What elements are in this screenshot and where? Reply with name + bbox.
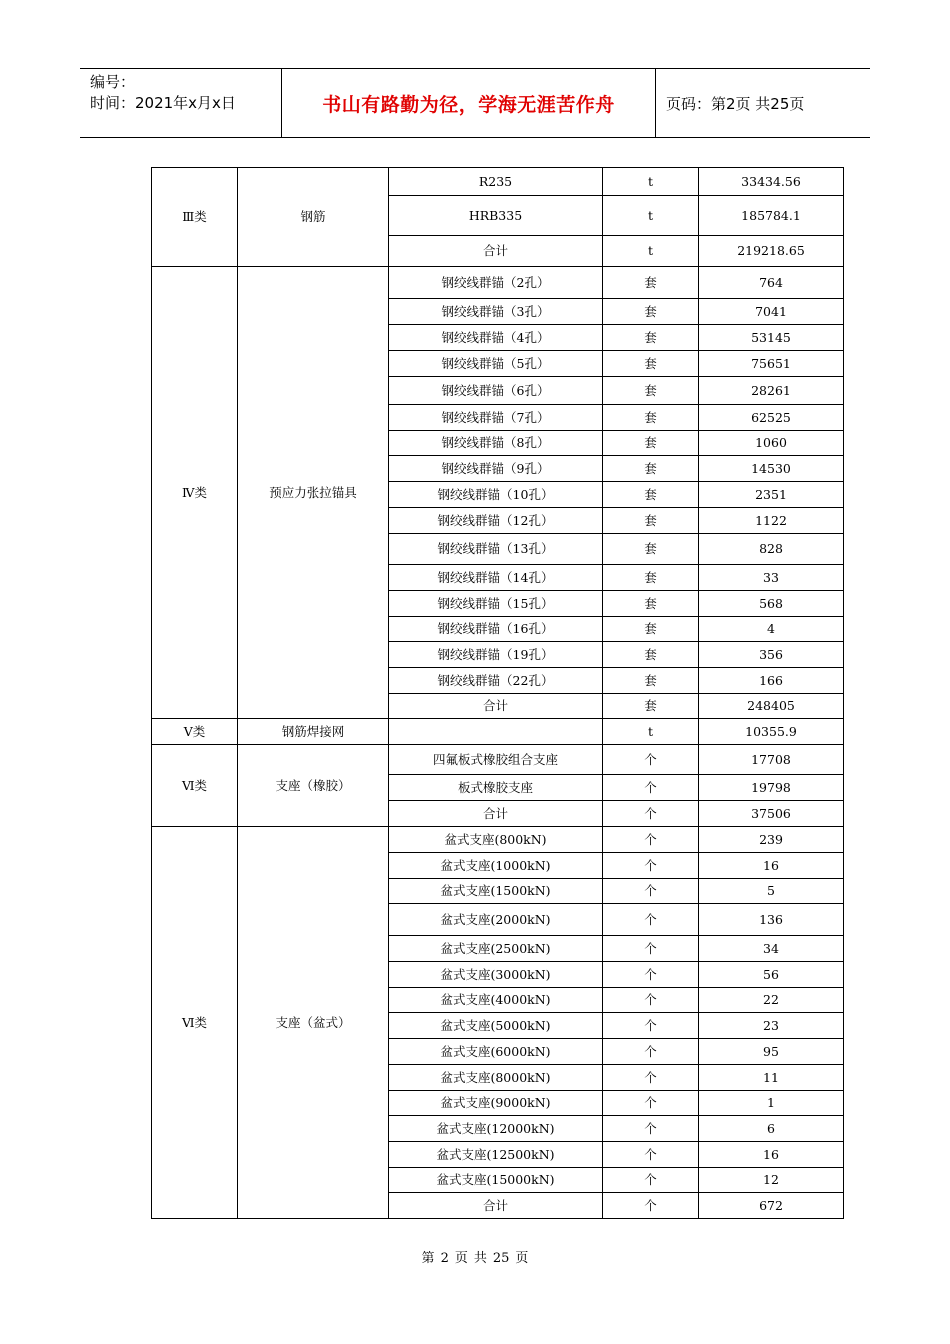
item-name-cell: 合计 [389, 236, 603, 267]
category-name-cell: 支座（橡胶） [238, 745, 389, 827]
unit-cell: 个 [603, 745, 699, 775]
unit-cell: 套 [603, 377, 699, 405]
unit-cell: 套 [603, 694, 699, 719]
quantity-cell: 14530 [699, 456, 844, 482]
item-name-cell: 盆式支座(2500kN) [389, 936, 603, 962]
table-row [152, 719, 844, 745]
quantity-cell: 2351 [699, 482, 844, 508]
quantity-cell: 239 [699, 827, 844, 853]
unit-cell: t [603, 719, 699, 745]
quantity-cell: 19798 [699, 775, 844, 801]
unit-cell: 套 [603, 642, 699, 668]
unit-cell: 套 [603, 325, 699, 351]
footer-text: 页 [515, 1251, 529, 1266]
item-name-cell: 盆式支座(12000kN) [389, 1116, 603, 1142]
unit-cell: 个 [603, 962, 699, 988]
unit-cell: 个 [603, 1142, 699, 1168]
item-name-cell: 钢绞线群锚（9孔） [389, 456, 603, 482]
unit-cell: 个 [603, 988, 699, 1013]
category-name-cell: 钢筋焊接网 [238, 719, 389, 745]
item-name-cell: 钢绞线群锚（22孔） [389, 668, 603, 694]
document-id-label: 编号： [90, 73, 136, 91]
unit-cell: 个 [603, 1065, 699, 1091]
item-name-cell: 板式橡胶支座 [389, 775, 603, 801]
footer-text: 页 [454, 1251, 468, 1266]
category-name-cell: 预应力张拉锚具 [238, 267, 389, 719]
unit-cell: 套 [603, 668, 699, 694]
unit-cell: 个 [603, 801, 699, 827]
quantity-cell: 7041 [699, 299, 844, 325]
quantity-cell: 672 [699, 1193, 844, 1219]
quantity-cell: 356 [699, 642, 844, 668]
unit-cell: t [603, 196, 699, 236]
header-divider [655, 69, 656, 137]
item-name-cell: 合计 [389, 694, 603, 719]
unit-cell: 套 [603, 482, 699, 508]
quantity-cell: 5 [699, 879, 844, 904]
category-class-cell: Ⅵ类 [152, 827, 238, 1219]
footer-total-pages: 25 [492, 1251, 510, 1266]
page-header [80, 68, 870, 138]
item-name-cell: 钢绞线群锚（15孔） [389, 591, 603, 617]
item-name-cell: 钢绞线群锚（8孔） [389, 431, 603, 456]
item-name-cell: 钢绞线群锚（13孔） [389, 534, 603, 565]
item-name-cell: 钢绞线群锚（3孔） [389, 299, 603, 325]
item-name-cell: 盆式支座(1500kN) [389, 879, 603, 904]
quantity-cell: 53145 [699, 325, 844, 351]
footer-text: 共 [473, 1251, 487, 1266]
unit-cell: 套 [603, 534, 699, 565]
item-name-cell: 盆式支座(6000kN) [389, 1039, 603, 1065]
footer-page-number: 2 [440, 1251, 449, 1266]
quantity-cell: 6 [699, 1116, 844, 1142]
quantity-cell: 185784.1 [699, 196, 844, 236]
item-name-cell: 钢绞线群锚（6孔） [389, 377, 603, 405]
unit-cell: 套 [603, 431, 699, 456]
unit-cell: 个 [603, 879, 699, 904]
item-name-cell: 盆式支座(5000kN) [389, 1013, 603, 1039]
item-name-cell: 钢绞线群锚（4孔） [389, 325, 603, 351]
quantity-cell: 33 [699, 565, 844, 591]
quantity-cell: 136 [699, 904, 844, 936]
item-name-cell: 钢绞线群锚（5孔） [389, 351, 603, 377]
unit-cell: 个 [603, 904, 699, 936]
materials-table [151, 167, 844, 1219]
item-name-cell: 钢绞线群锚（14孔） [389, 565, 603, 591]
item-name-cell: 钢绞线群锚（16孔） [389, 617, 603, 642]
quantity-cell: 12 [699, 1168, 844, 1193]
unit-cell: t [603, 168, 699, 196]
unit-cell: 套 [603, 565, 699, 591]
unit-cell: 个 [603, 1193, 699, 1219]
quantity-cell: 17708 [699, 745, 844, 775]
quantity-cell: 11 [699, 1065, 844, 1091]
quantity-cell: 23 [699, 1013, 844, 1039]
category-name-cell: 钢筋 [238, 168, 389, 267]
table-row [152, 267, 844, 299]
item-name-cell: HRB335 [389, 196, 603, 236]
unit-cell: 个 [603, 1013, 699, 1039]
category-class-cell: Ⅵ类 [152, 745, 238, 827]
unit-cell: t [603, 236, 699, 267]
table-row [152, 827, 844, 853]
quantity-cell: 22 [699, 988, 844, 1013]
quantity-cell: 166 [699, 668, 844, 694]
unit-cell: 套 [603, 591, 699, 617]
quantity-cell: 16 [699, 853, 844, 879]
item-name-cell: 盆式支座(8000kN) [389, 1065, 603, 1091]
quantity-cell: 75651 [699, 351, 844, 377]
header-meta [90, 72, 236, 114]
quantity-cell: 16 [699, 1142, 844, 1168]
quantity-cell: 28261 [699, 377, 844, 405]
unit-cell: 套 [603, 351, 699, 377]
unit-cell: 个 [603, 1039, 699, 1065]
document-time: 时间：2021年x月x日 [90, 94, 236, 112]
unit-cell: 套 [603, 508, 699, 534]
item-name-cell: 盆式支座(9000kN) [389, 1091, 603, 1116]
unit-cell: 套 [603, 617, 699, 642]
item-name-cell: 盆式支座(15000kN) [389, 1168, 603, 1193]
quantity-cell: 37506 [699, 801, 844, 827]
item-name-cell: 钢绞线群锚（12孔） [389, 508, 603, 534]
category-class-cell: Ⅲ类 [152, 168, 238, 267]
item-name-cell [389, 719, 603, 745]
unit-cell: 套 [603, 267, 699, 299]
item-name-cell: 钢绞线群锚（19孔） [389, 642, 603, 668]
quantity-cell: 1060 [699, 431, 844, 456]
table-row [152, 745, 844, 775]
quantity-cell: 568 [699, 591, 844, 617]
quantity-cell: 34 [699, 936, 844, 962]
item-name-cell: R235 [389, 168, 603, 196]
item-name-cell: 盆式支座(3000kN) [389, 962, 603, 988]
item-name-cell: 合计 [389, 1193, 603, 1219]
unit-cell: 个 [603, 1116, 699, 1142]
unit-cell: 个 [603, 936, 699, 962]
item-name-cell: 钢绞线群锚（2孔） [389, 267, 603, 299]
unit-cell: 套 [603, 299, 699, 325]
item-name-cell: 四氟板式橡胶组合支座 [389, 745, 603, 775]
unit-cell: 个 [603, 775, 699, 801]
item-name-cell: 合计 [389, 801, 603, 827]
quantity-cell: 95 [699, 1039, 844, 1065]
quantity-cell: 62525 [699, 405, 844, 431]
unit-cell: 个 [603, 827, 699, 853]
quantity-cell: 219218.65 [699, 236, 844, 267]
quantity-cell: 1 [699, 1091, 844, 1116]
quantity-cell: 1122 [699, 508, 844, 534]
unit-cell: 套 [603, 405, 699, 431]
page-footer [0, 1247, 950, 1266]
item-name-cell: 盆式支座(12500kN) [389, 1142, 603, 1168]
unit-cell: 个 [603, 853, 699, 879]
quantity-cell: 56 [699, 962, 844, 988]
header-motto: 书山有路勤为径，学海无涯苦作舟 [322, 93, 615, 116]
item-name-cell: 钢绞线群锚（10孔） [389, 482, 603, 508]
category-name-cell: 支座（盆式） [238, 827, 389, 1219]
quantity-cell: 248405 [699, 694, 844, 719]
item-name-cell: 盆式支座(800kN) [389, 827, 603, 853]
item-name-cell: 盆式支座(1000kN) [389, 853, 603, 879]
header-page-info: 页码：第2页 共25页 [666, 94, 805, 113]
materials-table-body [152, 168, 844, 1219]
table-row [152, 168, 844, 196]
item-name-cell: 钢绞线群锚（7孔） [389, 405, 603, 431]
item-name-cell: 盆式支座(2000kN) [389, 904, 603, 936]
quantity-cell: 828 [699, 534, 844, 565]
quantity-cell: 4 [699, 617, 844, 642]
quantity-cell: 764 [699, 267, 844, 299]
unit-cell: 个 [603, 1168, 699, 1193]
category-class-cell: Ⅴ类 [152, 719, 238, 745]
quantity-cell: 33434.56 [699, 168, 844, 196]
unit-cell: 套 [603, 456, 699, 482]
category-class-cell: Ⅳ类 [152, 267, 238, 719]
unit-cell: 个 [603, 1091, 699, 1116]
footer-text: 第 [421, 1251, 435, 1266]
item-name-cell: 盆式支座(4000kN) [389, 988, 603, 1013]
quantity-cell: 10355.9 [699, 719, 844, 745]
